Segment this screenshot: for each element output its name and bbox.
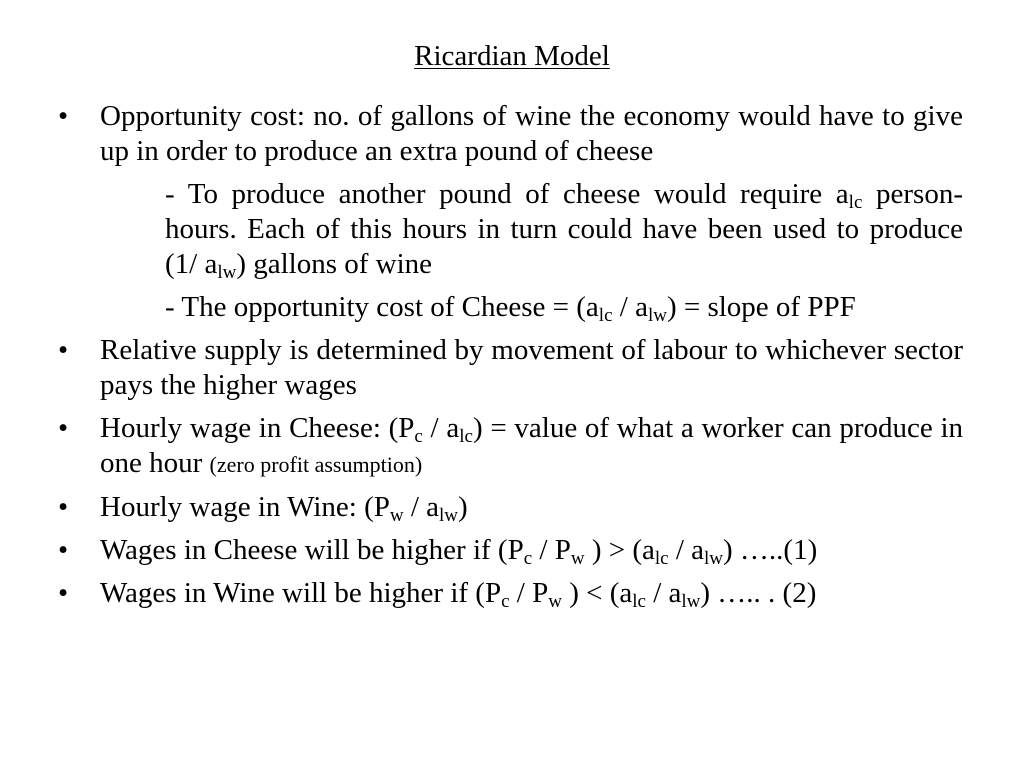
subscript: c — [414, 426, 423, 447]
text-segment: / P — [532, 534, 571, 566]
text-segment: / P — [509, 577, 549, 609]
bullet-condition-cheese — [58, 533, 963, 568]
text-segment: / a — [645, 577, 682, 609]
bullet-wage-cheese — [58, 411, 963, 482]
text-segment: / a — [422, 412, 460, 444]
text-segment: ) ….. . (2) — [700, 577, 817, 609]
bullet-text — [100, 576, 963, 611]
text-segment: Wages in Cheese will be higher if (P — [100, 534, 524, 566]
text-segment: Wages in Wine will be higher if (P — [100, 577, 502, 609]
text-segment: ) > (a — [584, 534, 655, 566]
text-segment: Hourly wage in Cheese: (P — [100, 412, 415, 444]
bullet-text — [100, 490, 963, 525]
text-segment: ) = value of what a worker can produce in one hour — [100, 412, 963, 479]
bullet-wage-wine — [58, 490, 963, 525]
text-segment: Hourly wage in Wine: (P — [100, 491, 390, 523]
text-segment: person-hours. Each of this hours in turn could have been used to produce (1/ a — [165, 178, 963, 280]
bullet-dot: • — [58, 334, 69, 366]
bullet-dot: • — [58, 534, 69, 566]
subscript: c — [523, 548, 533, 569]
text-segment: ) < (a — [561, 577, 633, 609]
subscript: lc — [654, 548, 669, 569]
bullet-relative-supply — [58, 333, 963, 403]
text-segment: - The opportunity cost of Cheese = (a — [165, 291, 599, 323]
subscript: w — [548, 591, 562, 612]
subscript: w — [570, 548, 585, 569]
bullet-text — [100, 533, 963, 568]
bullet-condition-wine — [58, 576, 963, 611]
subscript: lc — [459, 426, 473, 447]
text-segment: ) — [458, 491, 468, 523]
text-segment: ) …..(1) — [723, 534, 818, 566]
sub-point-cheese-labour — [165, 177, 963, 282]
subscript: lc — [598, 305, 613, 326]
subscript: lw — [217, 262, 237, 283]
slide-title: Ricardian Model — [414, 40, 610, 72]
text-segment: / a — [612, 291, 648, 323]
subscript: w — [389, 505, 404, 526]
slide-content — [58, 99, 963, 619]
subscript: lc — [632, 591, 646, 612]
subscript: lw — [439, 505, 459, 526]
text-segment: - To produce another pound of cheese would require a — [165, 178, 849, 210]
bullet-dot: • — [58, 100, 69, 132]
sub-point-opportunity-cost-slope — [165, 290, 963, 325]
text-segment: ) gallons of wine — [236, 248, 433, 280]
assumption-note: (zero profit assumption) — [209, 452, 423, 477]
subscript: lw — [704, 548, 724, 569]
text-segment: / a — [403, 491, 440, 523]
subscript: lw — [681, 591, 701, 612]
bullet-dot: • — [58, 412, 69, 444]
text-segment: / a — [668, 534, 705, 566]
bullet-dot: • — [58, 577, 69, 609]
text-segment: ) = slope of PPF — [666, 291, 856, 323]
subscript: c — [501, 591, 510, 612]
bullet-text: Relative supply is determined by movement of labour to whichever sector pays the higher wages — [100, 334, 963, 401]
bullet-text — [100, 411, 963, 482]
subscript: lc — [848, 192, 863, 213]
bullet-opportunity-cost — [58, 99, 963, 169]
bullet-dot: • — [58, 491, 69, 523]
bullet-text: Opportunity cost: no. of gallons of wine the economy would have to give up in order to produce an extra pound of cheese — [100, 100, 963, 167]
subscript: lw — [647, 305, 667, 326]
